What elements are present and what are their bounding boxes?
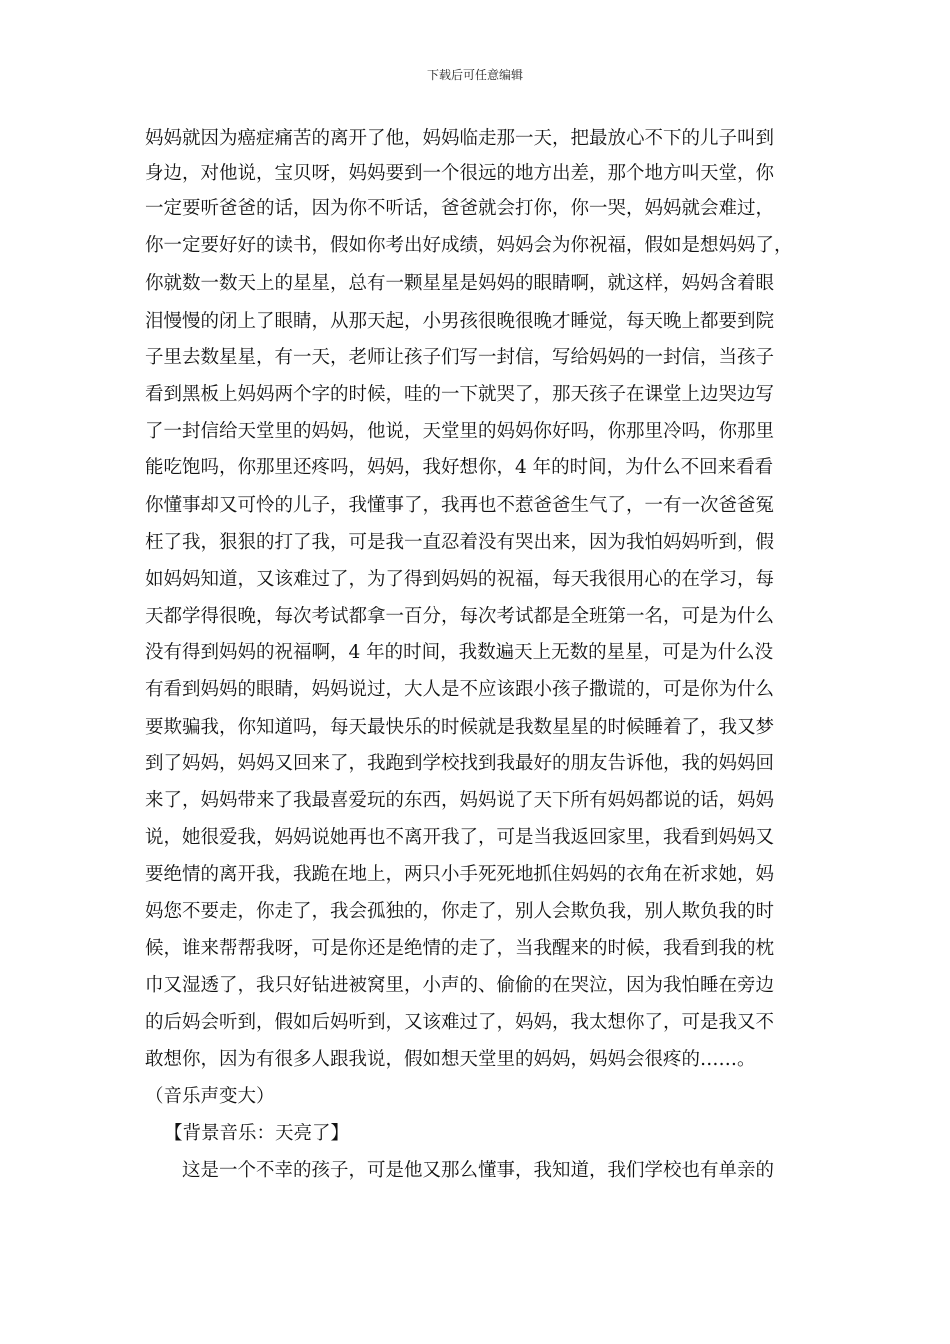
body-line: 能吃饱吗，你那里还疼吗，妈妈，我好想你，4 年的时间，为什么不回来看看 (145, 457, 774, 478)
body-line: 身边，对他说，宝贝呀，妈妈要到一个很远的地方出差，那个地方叫天堂，你 (145, 163, 775, 184)
body-line: 到了妈妈，妈妈又回来了，我跑到学校找到我最好的朋友告诉他，我的妈妈回 (145, 753, 775, 774)
body-line: 枉了我，狠狠的打了我，可是我一直忍着没有哭出来，因为我怕妈妈听到，假 (145, 532, 775, 553)
body-line: 要欺骗我，你知道吗，每天最快乐的时候就是我数星星的时候睡着了，我又梦 (145, 717, 775, 738)
body-line: 子里去数星星，有一天，老师让孩子们写一封信，写给妈妈的一封信，当孩子 (145, 347, 775, 368)
body-line: 要绝情的离开我，我跪在地上，两只小手死死地抓住妈妈的衣角在祈求她，妈 (145, 864, 775, 885)
body-line: 候，谁来帮帮我呀，可是你还是绝情的走了，当我醒来的时候，我看到我的枕 (145, 938, 775, 959)
body-line: 一定要听爸爸的话，因为你不听话，爸爸就会打你，你一哭，妈妈就会难过， (145, 198, 775, 219)
body-line: 了一封信给天堂里的妈妈，他说，天堂里的妈妈你好吗，你那里冷吗，你那里 (145, 421, 775, 442)
body-line: 如妈妈知道，又该难过了，为了得到妈妈的祝福，每天我很用心的在学习，每 (145, 569, 775, 590)
body-line: 巾又湿透了，我只好钻进被窝里，小声的、偷偷的在哭泣，因为我怕睡在旁边 (145, 975, 775, 996)
stage-direction: （音乐声变大） (145, 1086, 275, 1107)
body-line: 敢想你，因为有很多人跟我说，假如想天堂里的妈妈，妈妈会很疼的……。 (145, 1049, 756, 1070)
music-cue: 【背景音乐：天亮了】 (164, 1123, 350, 1144)
body-line: 这是一个不幸的孩子，可是他又那么懂事，我知道，我们学校也有单亲的 (182, 1160, 775, 1181)
body-line: 你懂事却又可怜的儿子，我懂事了，我再也不惹爸爸生气了，一有一次爸爸冤 (145, 495, 775, 516)
body-line: 妈您不要走，你走了，我会孤独的，你走了，别人会欺负我，别人欺负我的时 (145, 901, 775, 922)
body-line: 来了，妈妈带来了我最喜爱玩的东西，妈妈说了天下所有妈妈都说的话，妈妈 (145, 790, 775, 811)
body-line: 说，她很爱我，妈妈说她再也不离开我了，可是当我返回家里，我看到妈妈又 (145, 827, 775, 848)
body-line: 你就数一数天上的星星，总有一颗星星是妈妈的眼睛啊，就这样，妈妈含着眼 (145, 273, 775, 294)
page-header: 下载后可任意编辑 (426, 68, 523, 82)
body-line: 泪慢慢的闭上了眼睛，从那天起，小男孩很晚很晚才睡觉，每天晚上都要到院 (145, 311, 775, 332)
body-line: 有看到妈妈的眼睛，妈妈说过，大人是不应该跟小孩子撒谎的，可是你为什么 (145, 679, 775, 700)
body-line: 看到黑板上妈妈两个字的时候，哇的一下就哭了，那天孩子在课堂上边哭边写 (145, 384, 775, 405)
body-line: 你一定要好好的读书，假如你考出好成绩，妈妈会为你祝福，假如是想妈妈了， (145, 235, 793, 256)
body-line: 妈妈就因为癌症痛苦的离开了他，妈妈临走那一天，把最放心不下的儿子叫到 (145, 128, 775, 149)
body-line: 没有得到妈妈的祝福啊，4 年的时间，我数遍天上无数的星星，可是为什么没 (145, 642, 774, 663)
body-line: 天都学得很晚，每次考试都拿一百分，每次考试都是全班第一名，可是为什么 (145, 606, 775, 627)
body-line: 的后妈会听到，假如后妈听到，又该难过了，妈妈，我太想你了，可是我又不 (145, 1012, 775, 1033)
